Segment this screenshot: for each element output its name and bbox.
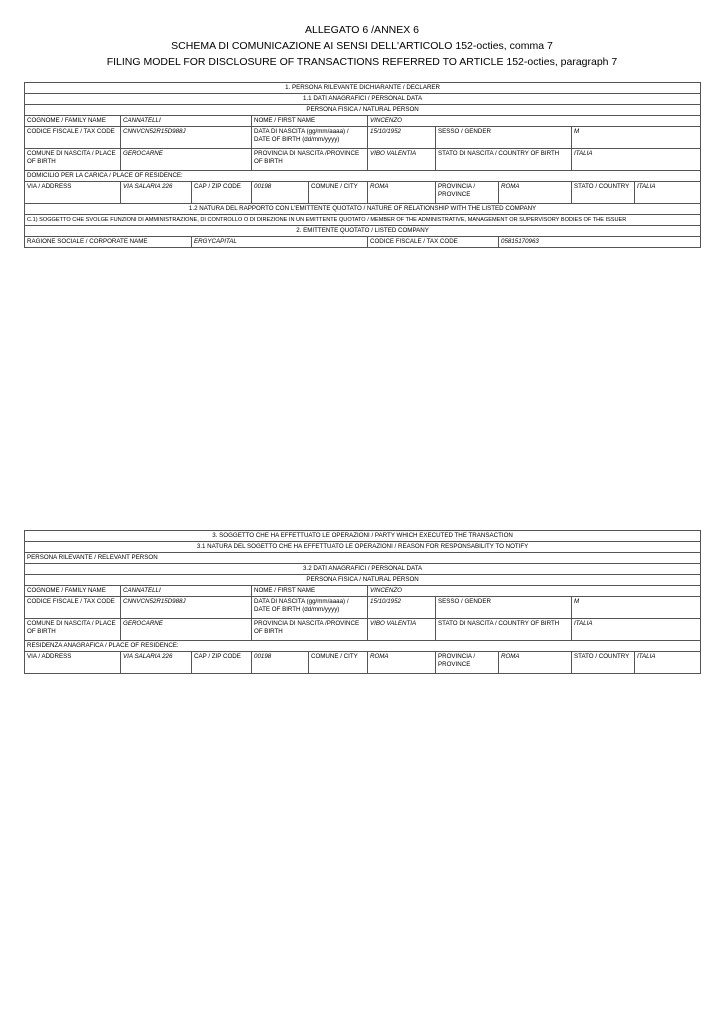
dob-value: 15/10/1952 <box>368 127 436 149</box>
party-place-of-birth-label: COMUNE DI NASCITA / PLACE OF BIRTH <box>25 619 121 641</box>
tax-code-value: CNNVCN52R15D988J <box>121 127 252 149</box>
party-tax-code-label: CODICE FISCALE / TAX CODE <box>25 597 121 619</box>
province-of-birth-label: PROVINCIA DI NASCITA /PROVINCE OF BIRTH <box>252 149 368 171</box>
party-place-of-birth-value: GEROCARNE <box>121 619 252 641</box>
party-province-of-birth-value: VIBO VALENTIA <box>368 619 436 641</box>
party-nature-value: PERSONA RILEVANTE / RELEVANT PERSON <box>25 553 701 564</box>
place-of-birth-label: COMUNE DI NASCITA / PLACE OF BIRTH <box>25 149 121 171</box>
place-of-birth-value: GEROCARNE <box>121 149 252 171</box>
party-dob-label: DATA DI NASCITA (gg/mm/aaaa) / DATE OF BIRTH (dd/mm/yyyy) <box>252 597 368 619</box>
province-label: PROVINCIA / PROVINCE <box>436 182 499 204</box>
party-zip-label: CAP / ZIP CODE <box>192 652 252 674</box>
form-title-english: FILING MODEL FOR DISCLOSURE OF TRANSACTIONS REFERRED TO ARTICLE 152-octies, paragraph 7 <box>106 56 618 68</box>
residence-label: DOMICILIO PER LA CARICA / PLACE OF RESIDENCE: <box>25 171 701 182</box>
province-value: ROMA <box>499 182 572 204</box>
tax-code-label: CODICE FISCALE / TAX CODE <box>25 127 121 149</box>
first-name-value: VINCENZO <box>368 116 701 127</box>
dob-label: DATA DI NASCITA (gg/mm/aaaa) / DATE OF BIRTH (dd/mm/yyyy) <box>252 127 368 149</box>
city-value: ROMA <box>368 182 436 204</box>
corporate-name-value: ERGYCAPITAL <box>192 237 368 248</box>
party-tax-code-value: CNNVCN52R15D988J <box>121 597 252 619</box>
party-nature-title: 3.1 NATURA DEL SOGETTO CHE HA EFFETTUATO LE OPERAZIONI / REASON FOR RESPONSABILITY TO NOTIFY <box>25 542 701 553</box>
party-family-name-label: COGNOME / FAMILY NAME <box>25 586 121 597</box>
zip-value: 00198 <box>252 182 309 204</box>
gender-value: M <box>572 127 701 149</box>
party-natural-person-label: PERSONA FISICA / NATURAL PERSON <box>25 575 701 586</box>
city-label: COMUNE / CITY <box>309 182 368 204</box>
first-name-label: NOME / FIRST NAME <box>252 116 368 127</box>
relationship-title: 1.2 NATURA DEL RAPPORTO CON L'EMITTENTE QUOTATO / NATURE OF RELATIONSHIP WITH THE LISTED COMPANY <box>25 204 701 215</box>
party-gender-value: M <box>572 597 701 619</box>
company-tax-code-label: CODICE FISCALE / TAX CODE <box>368 237 499 248</box>
party-dob-value: 15/10/1952 <box>368 597 436 619</box>
party-province-of-birth-label: PROVINCIA DI NASCITA /PROVINCE OF BIRTH <box>252 619 368 641</box>
country-of-birth-label: STATO DI NASCITA / COUNTRY OF BIRTH <box>436 149 572 171</box>
form-title-italian: SCHEMA DI COMUNICAZIONE AI SENSI DELL'ARTICOLO 152-octies, comma 7 <box>171 40 553 52</box>
family-name-label: COGNOME / FAMILY NAME <box>25 116 121 127</box>
party-personal-data-title: 3.2 DATI ANAGRAFICI / PERSONAL DATA <box>25 564 701 575</box>
party-address-label: VIA / ADDRESS <box>25 652 121 674</box>
country-label: STATO / COUNTRY <box>572 182 635 204</box>
province-of-birth-value: VIBO VALENTIA <box>368 149 436 171</box>
party-residence-label: RESIDENZA ANAGRAFICA / PLACE OF RESIDENCE: <box>25 641 701 652</box>
party-province-value: ROMA <box>499 652 572 674</box>
party-address-value: VIA SALARIA 226 <box>121 652 192 674</box>
section-2-title: 2. EMITTENTE QUOTATO / LISTED COMPANY <box>25 226 701 237</box>
personal-data-title: 1.1 DATI ANAGRAFICI / PERSONAL DATA <box>25 94 701 105</box>
country-value: ITALIA <box>635 182 701 204</box>
party-city-value: ROMA <box>368 652 436 674</box>
party-first-name-label: NOME / FIRST NAME <box>252 586 368 597</box>
party-gender-label: SESSO / GENDER <box>436 597 572 619</box>
party-country-label: STATO / COUNTRY <box>572 652 635 674</box>
party-country-of-birth-value: ITALIA <box>572 619 701 641</box>
company-tax-code-value: 05815170963 <box>499 237 701 248</box>
family-name-value: CANNATELLI <box>121 116 252 127</box>
zip-label: CAP / ZIP CODE <box>192 182 252 204</box>
party-city-label: COMUNE / CITY <box>309 652 368 674</box>
declarer-table <box>24 82 701 248</box>
section-3-title: 3. SOGGETTO CHE HA EFFETTUATO LE OPERAZIONI / PARTY WHICH EXECUTED THE TRANSACTION <box>25 531 701 542</box>
country-of-birth-value: ITALIA <box>572 149 701 171</box>
party-zip-value: 00198 <box>252 652 309 674</box>
section-1-title: 1. PERSONA RILEVANTE DICHIARANTE / DECLARER <box>25 83 701 94</box>
party-country-value: ITALIA <box>635 652 701 674</box>
party-province-label: PROVINCIA / PROVINCE <box>436 652 499 674</box>
party-country-of-birth-label: STATO DI NASCITA / COUNTRY OF BIRTH <box>436 619 572 641</box>
corporate-name-label: RAGIONE SOCIALE / CORPORATE NAME <box>25 237 192 248</box>
natural-person-label: PERSONA FISICA / NATURAL PERSON <box>25 105 701 116</box>
address-value: VIA SALARIA 226 <box>121 182 192 204</box>
gender-label: SESSO / GENDER <box>436 127 572 149</box>
party-first-name-value: VINCENZO <box>368 586 701 597</box>
annex-title: ALLEGATO 6 /ANNEX 6 <box>305 24 419 36</box>
relationship-text: C.1) SOGGETTO CHE SVOLGE FUNZIONI DI AMMINISTRAZIONE, DI CONTROLLO O DI DIREZIONE IN UN EMITTENTE QUOTATO / MEMBER OF THE ADMINISTRATIVE, MANAGEMENT OR SUPERVISORY BODIES OF THE ISSUER <box>25 215 701 226</box>
address-label: VIA / ADDRESS <box>25 182 121 204</box>
party-family-name-value: CANNATELLI <box>121 586 252 597</box>
executing-party-table <box>24 530 701 674</box>
